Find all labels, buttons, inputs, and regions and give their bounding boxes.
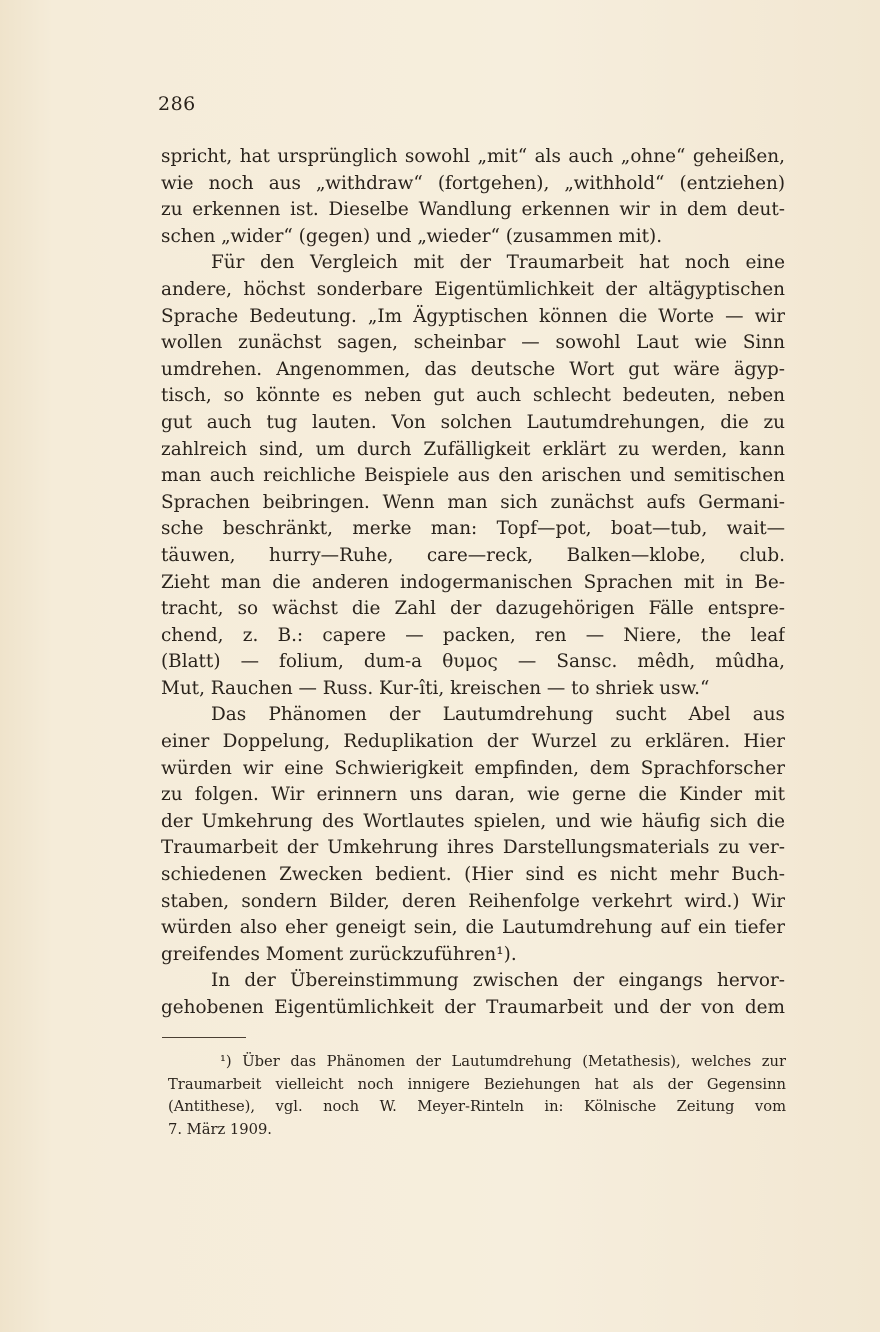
text-line: tracht, so wächst die Zahl der dazugehörigen Fälle entspre- <box>161 598 785 620</box>
paragraph-start: Das Phänomen der Lautumdrehung sucht Abel aus <box>211 704 785 726</box>
footnote-divider <box>162 1037 246 1038</box>
text-line: greifendes Moment zurückzuführen¹). <box>161 943 517 965</box>
footnote-line: (Antithese), vgl. noch W. Meyer-Rinteln in: Kölnische Zeitung vom <box>168 1098 786 1115</box>
text-line: (Blatt) — folium, dum-a θυμος — Sansc. mêdh, mûdha, <box>161 651 785 673</box>
text-line: Traumarbeit der Umkehrung ihres Darstellungsmaterials zu ver- <box>161 837 785 859</box>
text-line: sche beschränkt, merke man: Topf—pot, boat—tub, wait— <box>161 518 785 540</box>
text-line: Sprache Bedeutung. „Im Ägyptischen können die Worte — wir <box>161 305 785 327</box>
text-line: würden wir eine Schwierigkeit empfinden, dem Sprachforscher <box>161 757 785 779</box>
text-line: der Umkehrung des Wortlautes spielen, und wie häufig sich die <box>161 810 785 832</box>
text-line: Mut, Rauchen — Russ. Kur-îti, kreischen — to shriek usw.“ <box>161 677 710 699</box>
text-line: tisch, so könnte es neben gut auch schlecht bedeuten, neben <box>161 385 785 407</box>
text-line: täuwen, hurry—Ruhe, care—reck, Balken—klobe, club. <box>161 544 785 566</box>
paragraph-start: In der Übereinstimmung zwischen der eingangs hervor- <box>211 970 785 992</box>
text-line: gut auch tug lauten. Von solchen Lautumdrehungen, die zu <box>161 411 785 433</box>
text-line: gehobenen Eigentümlichkeit der Traumarbeit und der von dem <box>161 997 785 1018</box>
footnote <box>168 1051 786 1141</box>
text-line: umdrehen. Angenommen, das deutsche Wort gut wäre ägyp- <box>161 358 785 380</box>
text-line: wollen zunächst sagen, scheinbar — sowohl Laut wie Sinn <box>161 332 785 354</box>
text-line: zahlreich sind, um durch Zufälligkeit erklärt zu werden, kann <box>161 438 785 460</box>
text-line: schen „wider“ (gegen) und „wieder“ (zusammen mit). <box>161 225 663 247</box>
text-line: Sprachen beibringen. Wenn man sich zunächst aufs Germani- <box>161 491 785 513</box>
text-line: andere, höchst sonderbare Eigentümlichkeit der altägyptischen <box>161 278 785 300</box>
text-line: schiedenen Zwecken bedient. (Hier sind es nicht mehr Buch- <box>161 864 785 886</box>
footnote-line: 7. März 1909. <box>168 1120 272 1138</box>
text-line: zu erkennen ist. Dieselbe Wandlung erkennen wir in dem deut- <box>161 199 785 221</box>
text-line: chend, z. B.: capere — packen, ren — Niere, the leaf <box>161 624 785 646</box>
body-text <box>161 144 785 1022</box>
text-line: staben, sondern Bilder, deren Reihenfolge verkehrt wird.) Wir <box>161 890 785 912</box>
text-line: spricht, hat ursprünglich sowohl „mit“ als auch „ohne“ geheißen, <box>161 146 785 167</box>
text-line: einer Doppelung, Reduplikation der Wurzel zu erklären. Hier <box>161 731 785 753</box>
footnote-line: ¹) Über das Phänomen der Lautumdrehung (Metathesis), welches zur <box>220 1053 786 1070</box>
text-line: zu folgen. Wir erinnern uns daran, wie gerne die Kinder mit <box>161 784 785 806</box>
text-line: wie noch aus „withdraw“ (fortgehen), „withhold“ (entziehen) <box>161 172 785 194</box>
page-number: 286 <box>158 93 196 115</box>
text-line: würden also eher geneigt sein, die Lautumdrehung auf ein tiefer <box>161 917 785 939</box>
footnote-line: Traumarbeit vielleicht noch innigere Beziehungen hat als der Gegensinn <box>168 1075 786 1093</box>
paragraph-start: Für den Vergleich mit der Traumarbeit hat noch eine <box>211 252 785 274</box>
text-line: Zieht man die anderen indogermanischen Sprachen mit in Be- <box>161 571 785 593</box>
text-line: man auch reichliche Beispiele aus den arischen und semitischen <box>161 465 785 487</box>
